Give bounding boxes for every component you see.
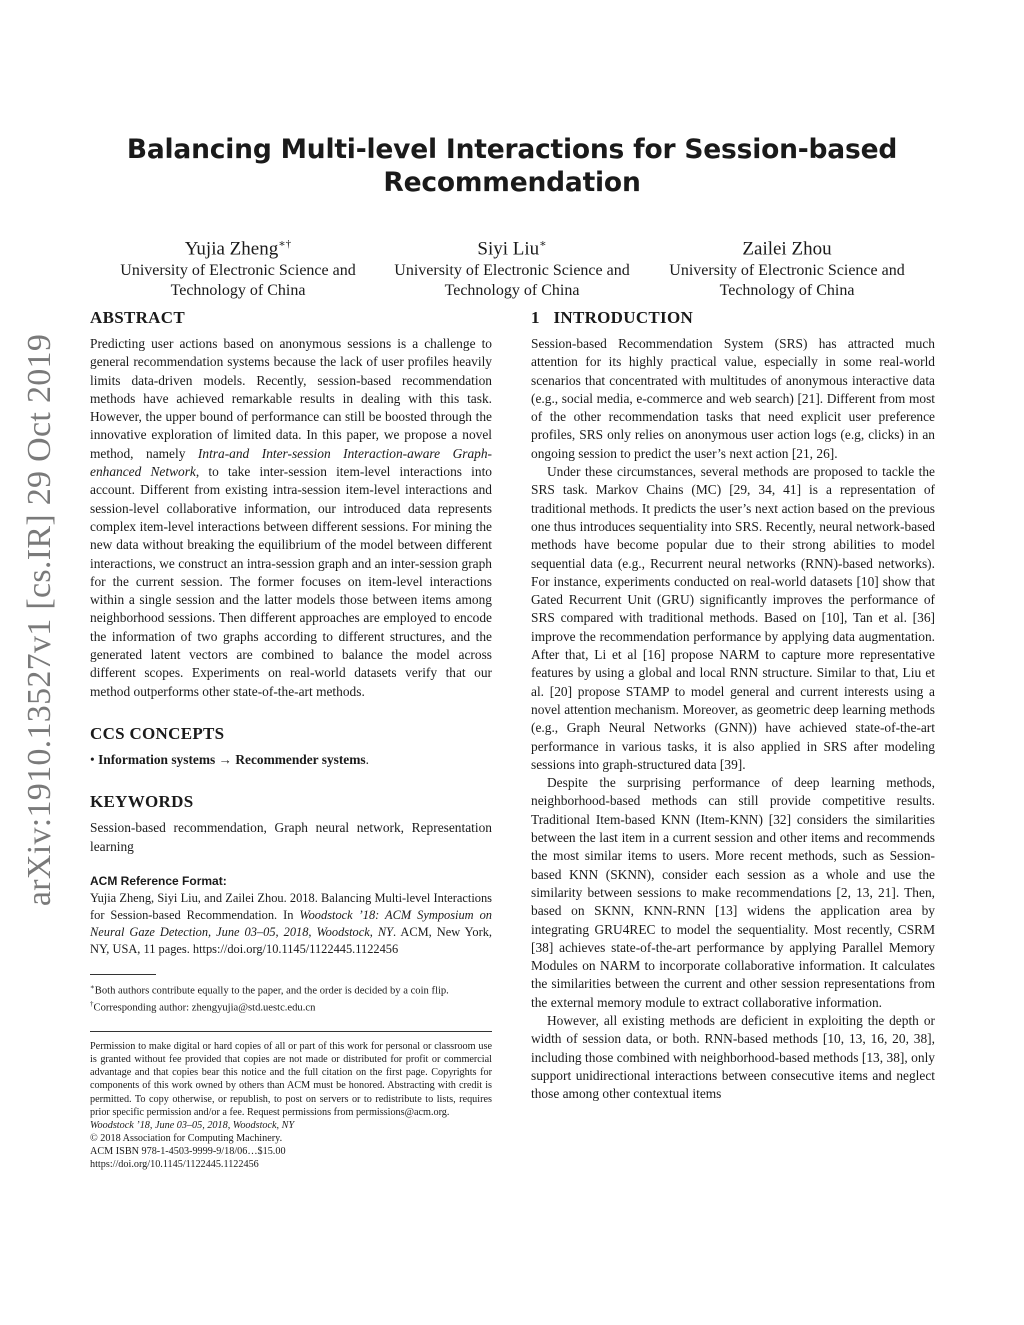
- keywords-heading: KEYWORDS: [90, 792, 194, 812]
- acm-reference-heading: ACM Reference Format:: [90, 873, 227, 888]
- intro-paragraph: Session-based Recommendation System (SRS) has attracted much attention for its highly practical value, especially in some real-world scenarios that concentrated with multitudes of anonymous interactive data (e.g., social media, e-commerce and web search) [21]. Different from most of the other recommendation tasks that need explicit user preference profiles, SRS only relies on anonymous user action logs (e.g, clicks) in an ongoing session to predict the user’s next action [21, 26].: [531, 336, 935, 461]
- author-affiliation: Technology of China: [170, 282, 306, 300]
- author-block-2: [362, 232, 662, 301]
- permission-copyright: © 2018 Association for Computing Machinery.: [90, 1132, 283, 1144]
- introduction-heading: 1 INTRODUCTION: [531, 308, 694, 327]
- intro-paragraph: However, all existing methods are deficient in exploiting the depth or width of session data, or both. RNN-based methods [10, 13, 16, 20, 38], including those combined with neighborhood-based methods [13, 38], only support unidirectional interactions between consecutive items and neglect those among other contextual items: [531, 1012, 935, 1102]
- footnote-1: ∗Both authors contribute equally to the paper, and the order is decided by a coin flip.: [90, 983, 449, 997]
- author-marks: ∗: [539, 238, 547, 250]
- author-name: Zailei Zhou: [742, 238, 832, 260]
- intro-paragraph: Under these circumstances, several methods are proposed to tackle the SRS task. Markov Chains (MC) [29, 34, 41] is a representation of traditional methods. It predicts the user’s next action based on the previous one thus introduces sequentiality into SRS. Recently, neural network-based methods have become popular due to their strong abilities to model sequential data (e.g., Recurrent neural networks (RNN)-based networks). For instance, experiments conducted on real-world datasets [10] show that Gated Recurrent Unit (GRU) significantly improves the performance of SRS compared with traditional methods. Based on [10], Tan et al. [36] improve the recommendation performance by applying data augmentation. After that, Li et al [16] propose NARM to capture more representative features by using a global and local RNN structure. Similar to that, Liu et al. [20] propose STAMP to model general and current interests using a novel attention mechanism. Moreover, as geometric deep learning methods (e.g., Graph Neural Networks (GNN)) have achieved state-of-the-art performance in various tasks, it is also applied in SRS after modeling sessions into graph-structured data [39].: [531, 464, 935, 772]
- abstract-text: Predicting user actions based on anonymous sessions is a challenge to general recommendation systems because the lack of user profiles heavily limits data-driven models. Recently, session-based recommendation methods have achieved remarkable results in dealing with this task. However, the upper bound of performance can still be boosted through the innovative exploration of limited data. In this paper, we propose a novel method, namely Intra-and Inter-session Interaction-aware Graph-enhanced Network, to take inter-session item-level interactions into account. Different from existing intra-session item-level interactions and session-level collaborative information, our introduced data represents complex item-level interactions between different sessions. For mining the new data without breaking the equilibrium of the model between different interactions, we construct an intra-session graph and an inter-session graph for the current session. The former focuses on item-level interactions within a single session and the latter models those between items among neighborhood sessions. Then different approaches are employed to encode the information of two graphs according to different structures, and the generated latent vectors are combined to balance the model across different scopes. Experiments on real-world datasets verify that our method outperforms other state-of-the-art methods.: [90, 336, 493, 699]
- paper-title: Balancing Multi-level Interactions for Session-based Recommendation: [126, 134, 898, 198]
- permission-block: [90, 1040, 492, 1171]
- keywords-text: Session-based recommendation, Graph neural network, Representation learning: [90, 820, 492, 854]
- author-affiliation: Technology of China: [719, 282, 855, 300]
- author-block-3: [637, 232, 937, 301]
- footnote-rule: [90, 974, 156, 975]
- abstract-heading: ABSTRACT: [90, 308, 185, 327]
- author-marks: ∗†: [278, 238, 292, 250]
- permission-text: Permission to make digital or hard copies of all or part of this work for personal or classroom use is granted without fee provided that copies are not made or distributed for profit or commercial advantage and that copies bear this notice and the full citation on the first page. Copyrights for components of this work owned by others than ACM must be honored. Abstracting with credit is permitted. To copy otherwise, or republish, to post on servers or to redistribute to lists, requires prior specific permission and/or a fee. Request permissions from permissions@acm.org.: [90, 1041, 492, 1118]
- permission-doi[interactable]: https://doi.org/10.1145/1122445.1122456: [90, 1159, 259, 1171]
- arxiv-stamp: arXiv:1910.13527v1 [cs.IR] 29 Oct 2019: [21, 333, 58, 907]
- author-affiliation: University of Electronic Science and: [394, 262, 630, 280]
- author-affiliation: University of Electronic Science and: [120, 262, 356, 280]
- ccs-concepts: • Information systems → Recommender systems.: [90, 751, 369, 767]
- author-affiliation: Technology of China: [444, 282, 580, 300]
- author-name: Siyi Liu: [477, 238, 540, 260]
- acm-reference-text: Yujia Zheng, Siyi Liu, and Zailei Zhou. 2018. Balancing Multi-level Interactions for Session-based Recommendation. In Woodstock ’18: ACM Symposium on Neural Gaze Detection, June 03–05, 2018, Woodstock, NY. ACM, New York, NY, USA, 11 pages. https://doi.org/10.1145/1122445.1122456: [90, 891, 493, 957]
- ccs-heading: CCS CONCEPTS: [90, 723, 225, 743]
- permission-venue: Woodstock ’18, June 03–05, 2018, Woodstock, NY: [90, 1119, 295, 1131]
- intro-paragraph: Despite the surprising performance of deep learning methods, neighborhood-based methods can still provide competitive results. Traditional Item-based KNN (Item-KNN) [32] considers the similarities between the last item in a current session and other items and recommends the most similar items to users. More recent methods, such as Session-based KNN (SKNN), consider each session as a whole and use the similarity between sessions to make recommendations [2, 13, 21]. Then, based on SKNN, KNN-RNN [13] widens the application area by integrating GRU4REC to model the sequentiality. Most recently, CSRM [38] achieves state-of-the-art performance by applying Parallel Memory Modules on NARM to incorporate collaborative information. It calculates the similarities between the current and other session representations from the external memory module to extract collaborative information.: [531, 775, 935, 1010]
- right-column: [531, 307, 935, 1103]
- author-block-1: [88, 232, 388, 301]
- permission-rule: [90, 1031, 492, 1032]
- author-name: Yujia Zheng: [184, 238, 279, 260]
- left-column: [90, 307, 492, 1171]
- method-name: Intra-and Inter-session Interaction-aware Graph-enhanced Network: [90, 445, 492, 480]
- permission-isbn: ACM ISBN 978-1-4503-9999-9/18/06…$15.00: [90, 1145, 286, 1157]
- author-affiliation: University of Electronic Science and: [669, 262, 905, 280]
- footnote-2: †Corresponding author: zhengyujia@std.uestc.edu.cn: [90, 1000, 316, 1014]
